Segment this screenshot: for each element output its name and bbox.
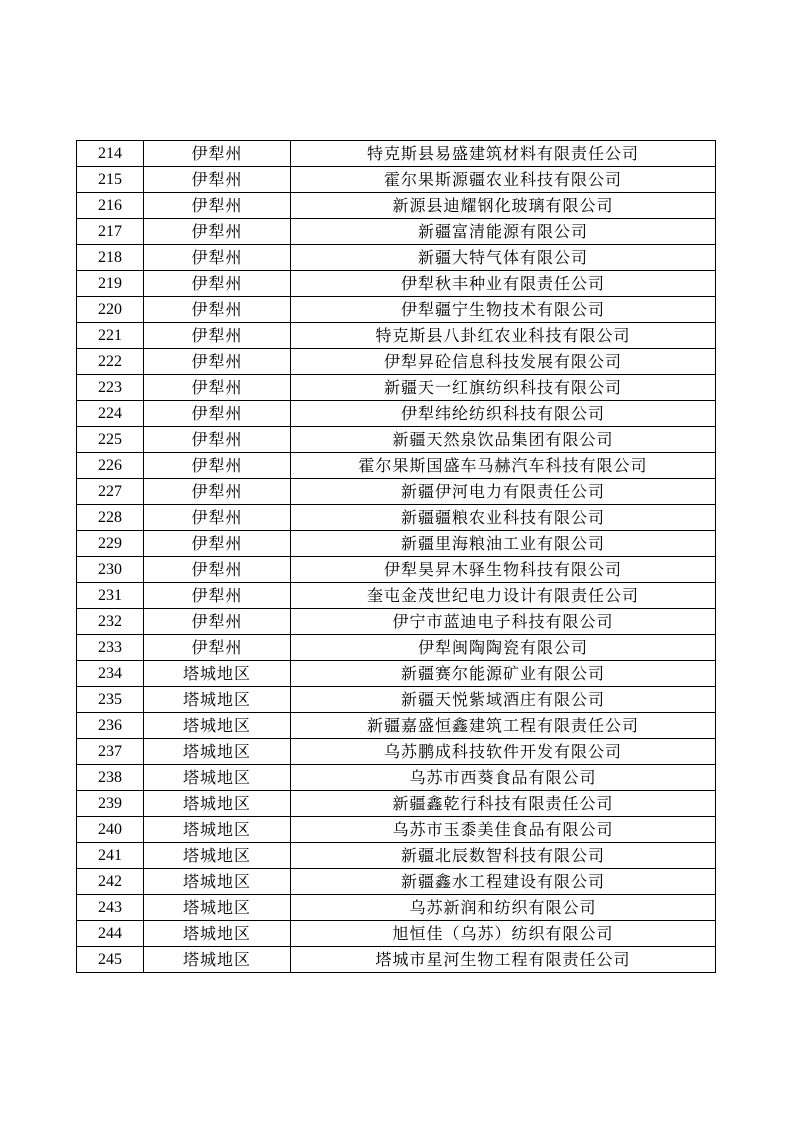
table-row — [77, 713, 716, 739]
company-name-cell: 新疆鑫乾行科技有限责任公司 — [291, 791, 716, 817]
row-number-cell: 221 — [77, 323, 144, 349]
table-row — [77, 245, 716, 271]
company-name-cell: 伊犁秋丰种业有限责任公司 — [291, 271, 716, 297]
company-name-cell: 新疆北辰数智科技有限公司 — [291, 843, 716, 869]
company-name-cell: 伊犁闽陶陶瓷有限公司 — [291, 635, 716, 661]
table-row — [77, 947, 716, 973]
company-list-table — [76, 140, 716, 973]
row-number-cell: 237 — [77, 739, 144, 765]
table-row — [77, 323, 716, 349]
company-name-cell: 新疆伊河电力有限责任公司 — [291, 479, 716, 505]
company-name-cell: 旭恒佳（乌苏）纺织有限公司 — [291, 921, 716, 947]
region-cell: 伊犁州 — [144, 479, 291, 505]
table-row — [77, 505, 716, 531]
region-cell: 伊犁州 — [144, 193, 291, 219]
table-row — [77, 427, 716, 453]
row-number-cell: 240 — [77, 817, 144, 843]
company-name-cell: 新疆富清能源有限公司 — [291, 219, 716, 245]
company-name-cell: 新疆赛尔能源矿业有限公司 — [291, 661, 716, 687]
company-name-cell: 塔城市星河生物工程有限责任公司 — [291, 947, 716, 973]
table-row — [77, 557, 716, 583]
table-row — [77, 193, 716, 219]
row-number-cell: 235 — [77, 687, 144, 713]
table-row — [77, 349, 716, 375]
company-name-cell: 乌苏新润和纺织有限公司 — [291, 895, 716, 921]
region-cell: 伊犁州 — [144, 505, 291, 531]
table-row — [77, 609, 716, 635]
region-cell: 塔城地区 — [144, 739, 291, 765]
row-number-cell: 217 — [77, 219, 144, 245]
row-number-cell: 236 — [77, 713, 144, 739]
row-number-cell: 226 — [77, 453, 144, 479]
row-number-cell: 231 — [77, 583, 144, 609]
table-row — [77, 791, 716, 817]
row-number-cell: 232 — [77, 609, 144, 635]
row-number-cell: 228 — [77, 505, 144, 531]
company-name-cell: 伊犁昊昇木驿生物科技有限公司 — [291, 557, 716, 583]
table-row — [77, 687, 716, 713]
region-cell: 塔城地区 — [144, 791, 291, 817]
company-name-cell: 特克斯县易盛建筑材料有限责任公司 — [291, 141, 716, 167]
company-name-cell: 新疆大特气体有限公司 — [291, 245, 716, 271]
row-number-cell: 229 — [77, 531, 144, 557]
company-list-body — [77, 141, 716, 973]
region-cell: 塔城地区 — [144, 687, 291, 713]
region-cell: 伊犁州 — [144, 245, 291, 271]
company-name-cell: 伊犁疆宁生物技术有限公司 — [291, 297, 716, 323]
row-number-cell: 219 — [77, 271, 144, 297]
region-cell: 伊犁州 — [144, 375, 291, 401]
region-cell: 伊犁州 — [144, 297, 291, 323]
company-name-cell: 伊犁纬纶纺织科技有限公司 — [291, 401, 716, 427]
table-row — [77, 271, 716, 297]
region-cell: 伊犁州 — [144, 453, 291, 479]
region-cell: 塔城地区 — [144, 713, 291, 739]
table-row — [77, 921, 716, 947]
row-number-cell: 224 — [77, 401, 144, 427]
row-number-cell: 244 — [77, 921, 144, 947]
company-name-cell: 霍尔果斯国盛车马赫汽车科技有限公司 — [291, 453, 716, 479]
row-number-cell: 215 — [77, 167, 144, 193]
company-name-cell: 新疆鑫水工程建设有限公司 — [291, 869, 716, 895]
row-number-cell: 243 — [77, 895, 144, 921]
region-cell: 塔城地区 — [144, 661, 291, 687]
table-row — [77, 375, 716, 401]
company-name-cell: 乌苏市西葵食品有限公司 — [291, 765, 716, 791]
table-row — [77, 661, 716, 687]
company-name-cell: 霍尔果斯源疆农业科技有限公司 — [291, 167, 716, 193]
region-cell: 伊犁州 — [144, 141, 291, 167]
company-name-cell: 新源县迪耀钢化玻璃有限公司 — [291, 193, 716, 219]
table-row — [77, 843, 716, 869]
company-name-cell: 伊宁市蓝迪电子科技有限公司 — [291, 609, 716, 635]
row-number-cell: 233 — [77, 635, 144, 661]
row-number-cell: 227 — [77, 479, 144, 505]
table-row — [77, 583, 716, 609]
table-row — [77, 531, 716, 557]
region-cell: 伊犁州 — [144, 583, 291, 609]
row-number-cell: 225 — [77, 427, 144, 453]
row-number-cell: 214 — [77, 141, 144, 167]
region-cell: 伊犁州 — [144, 219, 291, 245]
table-row — [77, 453, 716, 479]
row-number-cell: 220 — [77, 297, 144, 323]
table-row — [77, 141, 716, 167]
company-name-cell: 奎屯金茂世纪电力设计有限责任公司 — [291, 583, 716, 609]
region-cell: 塔城地区 — [144, 895, 291, 921]
region-cell: 伊犁州 — [144, 427, 291, 453]
table-row — [77, 739, 716, 765]
region-cell: 伊犁州 — [144, 271, 291, 297]
region-cell: 伊犁州 — [144, 557, 291, 583]
row-number-cell: 216 — [77, 193, 144, 219]
row-number-cell: 218 — [77, 245, 144, 271]
table-row — [77, 765, 716, 791]
row-number-cell: 239 — [77, 791, 144, 817]
company-name-cell: 新疆疆粮农业科技有限公司 — [291, 505, 716, 531]
company-name-cell: 伊犁昇砼信息科技发展有限公司 — [291, 349, 716, 375]
table-row — [77, 401, 716, 427]
row-number-cell: 245 — [77, 947, 144, 973]
company-name-cell: 特克斯县八卦红农业科技有限公司 — [291, 323, 716, 349]
company-name-cell: 新疆嘉盛恒鑫建筑工程有限责任公司 — [291, 713, 716, 739]
row-number-cell: 222 — [77, 349, 144, 375]
region-cell: 塔城地区 — [144, 869, 291, 895]
table-row — [77, 219, 716, 245]
table-row — [77, 479, 716, 505]
row-number-cell: 242 — [77, 869, 144, 895]
region-cell: 塔城地区 — [144, 817, 291, 843]
company-name-cell: 乌苏市玉黍美佳食品有限公司 — [291, 817, 716, 843]
region-cell: 伊犁州 — [144, 531, 291, 557]
region-cell: 塔城地区 — [144, 921, 291, 947]
company-name-cell: 新疆天然泉饮品集团有限公司 — [291, 427, 716, 453]
company-name-cell: 新疆里海粮油工业有限公司 — [291, 531, 716, 557]
table-row — [77, 869, 716, 895]
region-cell: 塔城地区 — [144, 947, 291, 973]
row-number-cell: 230 — [77, 557, 144, 583]
region-cell: 伊犁州 — [144, 401, 291, 427]
table-row — [77, 635, 716, 661]
row-number-cell: 241 — [77, 843, 144, 869]
region-cell: 塔城地区 — [144, 843, 291, 869]
row-number-cell: 238 — [77, 765, 144, 791]
table-row — [77, 895, 716, 921]
region-cell: 伊犁州 — [144, 323, 291, 349]
table-row — [77, 167, 716, 193]
region-cell: 伊犁州 — [144, 635, 291, 661]
company-name-cell: 新疆天一红旗纺织科技有限公司 — [291, 375, 716, 401]
table-row — [77, 817, 716, 843]
region-cell: 伊犁州 — [144, 609, 291, 635]
region-cell: 塔城地区 — [144, 765, 291, 791]
row-number-cell: 234 — [77, 661, 144, 687]
region-cell: 伊犁州 — [144, 349, 291, 375]
company-name-cell: 乌苏鹏成科技软件开发有限公司 — [291, 739, 716, 765]
region-cell: 伊犁州 — [144, 167, 291, 193]
row-number-cell: 223 — [77, 375, 144, 401]
company-name-cell: 新疆天悦紫域酒庄有限公司 — [291, 687, 716, 713]
table-row — [77, 297, 716, 323]
